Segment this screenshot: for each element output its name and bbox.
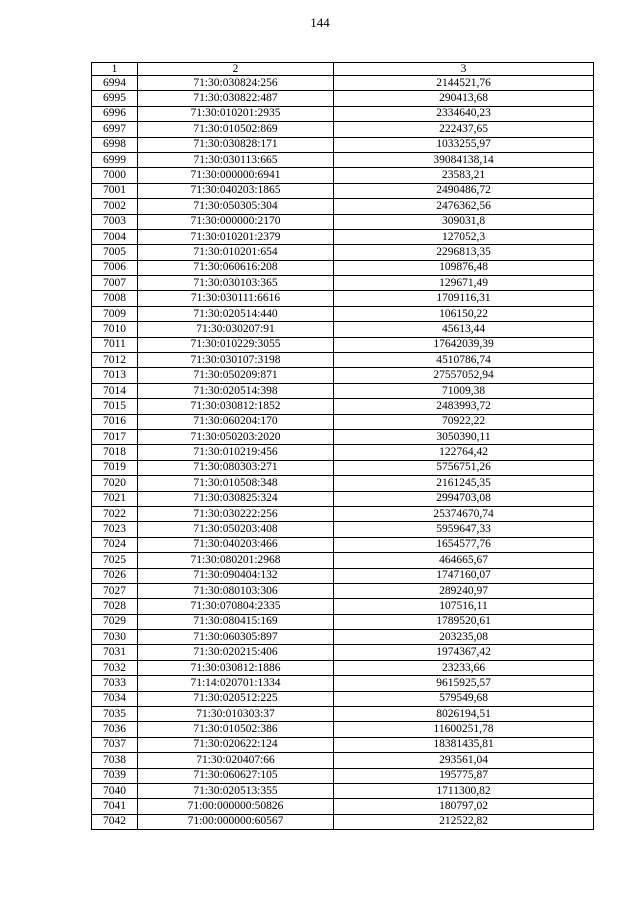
value-cell: 464665,67 — [334, 553, 594, 568]
row-number-cell: 7003 — [92, 214, 138, 229]
table-row — [92, 168, 594, 183]
value-cell: 579549,68 — [334, 691, 594, 706]
row-number-cell: 7004 — [92, 229, 138, 244]
table-body — [92, 76, 594, 830]
row-number-cell: 7002 — [92, 199, 138, 214]
value-cell: 39084138,14 — [334, 152, 594, 167]
value-cell: 1709116,31 — [334, 291, 594, 306]
cadastral-number-cell: 71:30:050203:408 — [138, 522, 334, 537]
table-row — [92, 630, 594, 645]
table-row — [92, 722, 594, 737]
value-cell: 3050390,11 — [334, 429, 594, 444]
table-row — [92, 768, 594, 783]
cadastral-number-cell: 71:30:090404:132 — [138, 568, 334, 583]
column-header-2: 2 — [138, 63, 334, 76]
row-number-cell: 7040 — [92, 783, 138, 798]
cadastral-number-cell: 71:30:030824:256 — [138, 76, 334, 91]
table-row — [92, 214, 594, 229]
row-number-cell: 7006 — [92, 260, 138, 275]
value-cell: 2144521,76 — [334, 76, 594, 91]
table-row — [92, 676, 594, 691]
cadastral-number-cell: 71:00:000000:50826 — [138, 799, 334, 814]
cadastral-number-cell: 71:30:080201:2968 — [138, 553, 334, 568]
cadastral-number-cell: 71:30:060616:208 — [138, 260, 334, 275]
row-number-cell: 7026 — [92, 568, 138, 583]
row-number-cell: 7031 — [92, 645, 138, 660]
row-number-cell: 7007 — [92, 276, 138, 291]
table-row — [92, 429, 594, 444]
row-number-cell: 7013 — [92, 368, 138, 383]
cadastral-number-cell: 71:30:050209:871 — [138, 368, 334, 383]
table-row — [92, 660, 594, 675]
row-number-cell: 7020 — [92, 476, 138, 491]
value-cell: 71009,38 — [334, 383, 594, 398]
table-row — [92, 199, 594, 214]
cadastral-number-cell: 71:30:010229:3055 — [138, 337, 334, 352]
row-number-cell: 7035 — [92, 707, 138, 722]
cadastral-number-cell: 71:30:060204:170 — [138, 414, 334, 429]
value-cell: 4510786,74 — [334, 353, 594, 368]
value-cell: 106150,22 — [334, 306, 594, 321]
value-cell: 8026194,51 — [334, 707, 594, 722]
table-row — [92, 106, 594, 121]
value-cell: 109876,48 — [334, 260, 594, 275]
table-row — [92, 152, 594, 167]
cadastral-number-cell: 71:30:020513:355 — [138, 783, 334, 798]
value-cell: 1974367,42 — [334, 645, 594, 660]
cadastral-number-cell: 71:30:060627:105 — [138, 768, 334, 783]
row-number-cell: 6994 — [92, 76, 138, 91]
value-cell: 11600251,78 — [334, 722, 594, 737]
value-cell: 18381435,81 — [334, 737, 594, 752]
table-row — [92, 553, 594, 568]
cadastral-number-cell: 71:30:020514:440 — [138, 306, 334, 321]
table-row — [92, 753, 594, 768]
row-number-cell: 7025 — [92, 553, 138, 568]
table-header-row — [92, 63, 594, 76]
value-cell: 2483993,72 — [334, 399, 594, 414]
cadastral-number-cell: 71:30:060305:897 — [138, 630, 334, 645]
row-number-cell: 7030 — [92, 630, 138, 645]
row-number-cell: 7010 — [92, 322, 138, 337]
cadastral-number-cell: 71:30:030207:91 — [138, 322, 334, 337]
cadastral-number-cell: 71:30:040203:466 — [138, 537, 334, 552]
row-number-cell: 7027 — [92, 583, 138, 598]
table-row — [92, 506, 594, 521]
table-row — [92, 737, 594, 752]
table-header — [92, 63, 594, 76]
cadastral-number-cell: 71:30:050203:2020 — [138, 429, 334, 444]
cadastral-number-cell: 71:30:040203:1865 — [138, 183, 334, 198]
table-row — [92, 122, 594, 137]
table-row — [92, 614, 594, 629]
cadastral-number-cell: 71:30:020622:124 — [138, 737, 334, 752]
cadastral-number-cell: 71:30:030111:6616 — [138, 291, 334, 306]
cadastral-number-cell: 71:30:010502:869 — [138, 122, 334, 137]
row-number-cell: 7009 — [92, 306, 138, 321]
row-number-cell: 7021 — [92, 491, 138, 506]
value-cell: 25374670,74 — [334, 506, 594, 521]
table-row — [92, 445, 594, 460]
cadastral-number-cell: 71:30:010303:37 — [138, 707, 334, 722]
table-row — [92, 183, 594, 198]
row-number-cell: 7042 — [92, 814, 138, 829]
value-cell: 222437,65 — [334, 122, 594, 137]
value-cell: 107516,11 — [334, 599, 594, 614]
cadastral-number-cell: 71:30:030825:324 — [138, 491, 334, 506]
cadastral-number-cell: 71:30:020514:398 — [138, 383, 334, 398]
value-cell: 212522,82 — [334, 814, 594, 829]
row-number-cell: 7018 — [92, 445, 138, 460]
cadastral-number-cell: 71:30:030113:665 — [138, 152, 334, 167]
value-cell: 293561,04 — [334, 753, 594, 768]
table-row — [92, 645, 594, 660]
table-row — [92, 306, 594, 321]
cadastral-number-cell: 71:30:020215:406 — [138, 645, 334, 660]
value-cell: 195775,87 — [334, 768, 594, 783]
row-number-cell: 7039 — [92, 768, 138, 783]
table-row — [92, 583, 594, 598]
value-cell: 27557052,94 — [334, 368, 594, 383]
value-cell: 2490486,72 — [334, 183, 594, 198]
value-cell: 9615925,57 — [334, 676, 594, 691]
table-row — [92, 707, 594, 722]
value-cell: 290413,68 — [334, 91, 594, 106]
table-row — [92, 291, 594, 306]
row-number-cell: 6996 — [92, 106, 138, 121]
table-row — [92, 814, 594, 829]
cadastral-number-cell: 71:30:020512:225 — [138, 691, 334, 706]
cadastral-number-cell: 71:30:010201:2379 — [138, 229, 334, 244]
value-cell: 2296813,35 — [334, 245, 594, 260]
column-header-1: 1 — [92, 63, 138, 76]
row-number-cell: 7000 — [92, 168, 138, 183]
table-row — [92, 522, 594, 537]
row-number-cell: 6998 — [92, 137, 138, 152]
row-number-cell: 7034 — [92, 691, 138, 706]
value-cell: 129671,49 — [334, 276, 594, 291]
table-row — [92, 260, 594, 275]
table-row — [92, 245, 594, 260]
value-cell: 289240,97 — [334, 583, 594, 598]
cadastral-number-cell: 71:30:010219:456 — [138, 445, 334, 460]
cadastral-number-cell: 71:00:000000:60567 — [138, 814, 334, 829]
value-cell: 1789520,61 — [334, 614, 594, 629]
cadastral-number-cell: 71:30:020407:66 — [138, 753, 334, 768]
row-number-cell: 7028 — [92, 599, 138, 614]
row-number-cell: 7037 — [92, 737, 138, 752]
table-row — [92, 599, 594, 614]
cadastral-number-cell: 71:30:080103:306 — [138, 583, 334, 598]
value-cell: 2994703,08 — [334, 491, 594, 506]
row-number-cell: 7016 — [92, 414, 138, 429]
cadastral-number-cell: 71:30:080303:271 — [138, 460, 334, 475]
cadastral-number-cell: 71:30:030107:3198 — [138, 353, 334, 368]
table-row — [92, 76, 594, 91]
data-table — [91, 62, 594, 830]
table-row — [92, 368, 594, 383]
value-cell: 2334640,23 — [334, 106, 594, 121]
table-row — [92, 460, 594, 475]
value-cell: 1033255,97 — [334, 137, 594, 152]
column-header-3: 3 — [334, 63, 594, 76]
row-number-cell: 7032 — [92, 660, 138, 675]
table-row — [92, 353, 594, 368]
cadastral-number-cell: 71:30:030222:256 — [138, 506, 334, 521]
value-cell: 309031,8 — [334, 214, 594, 229]
row-number-cell: 7012 — [92, 353, 138, 368]
table-row — [92, 491, 594, 506]
table-row — [92, 137, 594, 152]
value-cell: 5756751,26 — [334, 460, 594, 475]
cadastral-number-cell: 71:30:030812:1886 — [138, 660, 334, 675]
cadastral-number-cell: 71:30:050305:304 — [138, 199, 334, 214]
cadastral-number-cell: 71:30:030812:1852 — [138, 399, 334, 414]
cadastral-number-cell: 71:30:030822:487 — [138, 91, 334, 106]
row-number-cell: 7005 — [92, 245, 138, 260]
value-cell: 122764,42 — [334, 445, 594, 460]
table-row — [92, 476, 594, 491]
value-cell: 1711300,82 — [334, 783, 594, 798]
value-cell: 23233,66 — [334, 660, 594, 675]
table-row — [92, 691, 594, 706]
table-row — [92, 399, 594, 414]
row-number-cell: 6997 — [92, 122, 138, 137]
value-cell: 180797,02 — [334, 799, 594, 814]
row-number-cell: 7024 — [92, 537, 138, 552]
table-row — [92, 383, 594, 398]
table-row — [92, 229, 594, 244]
value-cell: 45613,44 — [334, 322, 594, 337]
page-number: 144 — [310, 15, 330, 30]
row-number-cell: 7008 — [92, 291, 138, 306]
row-number-cell: 7015 — [92, 399, 138, 414]
cadastral-number-cell: 71:30:070804:2335 — [138, 599, 334, 614]
row-number-cell: 7029 — [92, 614, 138, 629]
value-cell: 17642039,39 — [334, 337, 594, 352]
row-number-cell: 7033 — [92, 676, 138, 691]
table-row — [92, 568, 594, 583]
cadastral-number-cell: 71:30:010508:348 — [138, 476, 334, 491]
value-cell: 5959647,33 — [334, 522, 594, 537]
cadastral-number-cell: 71:30:010201:2935 — [138, 106, 334, 121]
row-number-cell: 7014 — [92, 383, 138, 398]
value-cell: 2476362,56 — [334, 199, 594, 214]
cadastral-number-cell: 71:30:000000:6941 — [138, 168, 334, 183]
cadastral-number-cell: 71:14:020701:1334 — [138, 676, 334, 691]
row-number-cell: 7001 — [92, 183, 138, 198]
table-row — [92, 537, 594, 552]
table-row — [92, 91, 594, 106]
value-cell: 203235,08 — [334, 630, 594, 645]
table-row — [92, 414, 594, 429]
table-row — [92, 783, 594, 798]
value-cell: 127052,3 — [334, 229, 594, 244]
value-cell: 1747160,07 — [334, 568, 594, 583]
row-number-cell: 7041 — [92, 799, 138, 814]
value-cell: 1654577,76 — [334, 537, 594, 552]
row-number-cell: 7022 — [92, 506, 138, 521]
cadastral-number-cell: 71:30:030103:365 — [138, 276, 334, 291]
table-row — [92, 799, 594, 814]
cadastral-number-cell: 71:30:010502:386 — [138, 722, 334, 737]
row-number-cell: 7017 — [92, 429, 138, 444]
row-number-cell: 7011 — [92, 337, 138, 352]
value-cell: 2161245,35 — [334, 476, 594, 491]
cadastral-number-cell: 71:30:080415:169 — [138, 614, 334, 629]
cadastral-number-cell: 71:30:000000:2170 — [138, 214, 334, 229]
table-row — [92, 276, 594, 291]
row-number-cell: 6995 — [92, 91, 138, 106]
row-number-cell: 7038 — [92, 753, 138, 768]
table-row — [92, 322, 594, 337]
table-row — [92, 337, 594, 352]
cadastral-number-cell: 71:30:030828:171 — [138, 137, 334, 152]
cadastral-number-cell: 71:30:010201:654 — [138, 245, 334, 260]
row-number-cell: 6999 — [92, 152, 138, 167]
row-number-cell: 7019 — [92, 460, 138, 475]
value-cell: 23583,21 — [334, 168, 594, 183]
row-number-cell: 7023 — [92, 522, 138, 537]
row-number-cell: 7036 — [92, 722, 138, 737]
value-cell: 70922,22 — [334, 414, 594, 429]
